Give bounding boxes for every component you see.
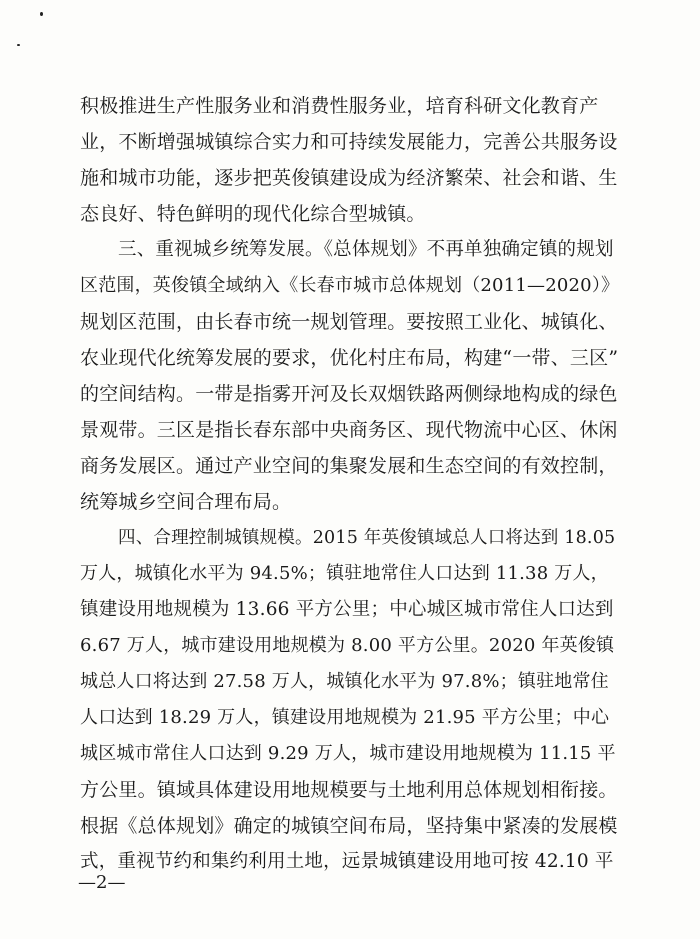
text-line: 施和城市功能，逐步把英俊镇建设成为经济繁荣、社会和谐、生: [80, 167, 618, 189]
text-line: 城总人口将达到 27.58 万人，城镇化水平为 97.8%；镇驻地常住: [80, 671, 609, 692]
text-line: 万人，城镇化水平为 94.5%；镇驻地常住人口达到 11.38 万人，: [80, 563, 609, 584]
text-line: 统筹城乡空间合理布局。: [80, 491, 292, 513]
scan-speck: [40, 12, 43, 16]
section-heading-line: 四、合理控制城镇规模。2015 年英俊镇域总人口将达到 18.05: [118, 528, 616, 548]
text-line: 景观带。三区是指长春东部中央商务区、现代物流中心区、休闲: [80, 419, 618, 441]
text-line: 城区城市常住人口达到 9.29 万人，城市建设用地规模为 11.15 平: [80, 743, 616, 764]
text-line: 农业现代化统筹发展的要求，优化村庄布局，构建“一带、三区”: [80, 347, 619, 369]
text-line: 的空间结构。一带是指雾开河及长双烟铁路两侧绿地构成的绿色: [80, 383, 618, 405]
text-line: 6.67 万人，城市建设用地规模为 8.00 平方公里。2020 年英俊镇: [80, 635, 615, 656]
text-line: 区范围，英俊镇全域纳入《长春市城市总体规划（2011—2020）》: [80, 275, 620, 296]
text-line: 态良好、特色鲜明的现代化综合型城镇。: [80, 203, 426, 225]
text-line: 积极推进生产性服务业和消费性服务业，培育科研文化教育产: [80, 95, 599, 117]
text-line: 根据《总体规划》确定的城镇空间布局，坚持集中紧凑的发展模: [80, 815, 618, 837]
text-line: 方公里。镇域具体建设用地规模要与土地利用总体规划相衔接。: [80, 779, 618, 801]
page-number: —2—: [78, 872, 126, 893]
scan-speck: [17, 44, 20, 46]
section-heading-line: 三、重视城乡统筹发展。《总体规划》不再单独确定镇的规划: [118, 239, 614, 260]
text-line: 人口达到 18.29 万人，镇建设用地规模为 21.95 平方公里；中心: [80, 707, 610, 728]
text-line: 式，重视节约和集约利用土地，远景城镇建设用地可按 42.10 平: [80, 851, 614, 872]
text-line: 镇建设用地规模为 13.66 平方公里；中心城区城市常住人口达到: [80, 599, 614, 620]
text-line: 商务发展区。通过产业空间的集聚发展和生态空间的有效控制，: [80, 455, 618, 477]
text-line: 业，不断增强城镇综合实力和可持续发展能力，完善公共服务设: [80, 131, 618, 153]
text-line: 规划区范围，由长春市统一规划管理。要按照工业化、城镇化、: [80, 311, 618, 333]
